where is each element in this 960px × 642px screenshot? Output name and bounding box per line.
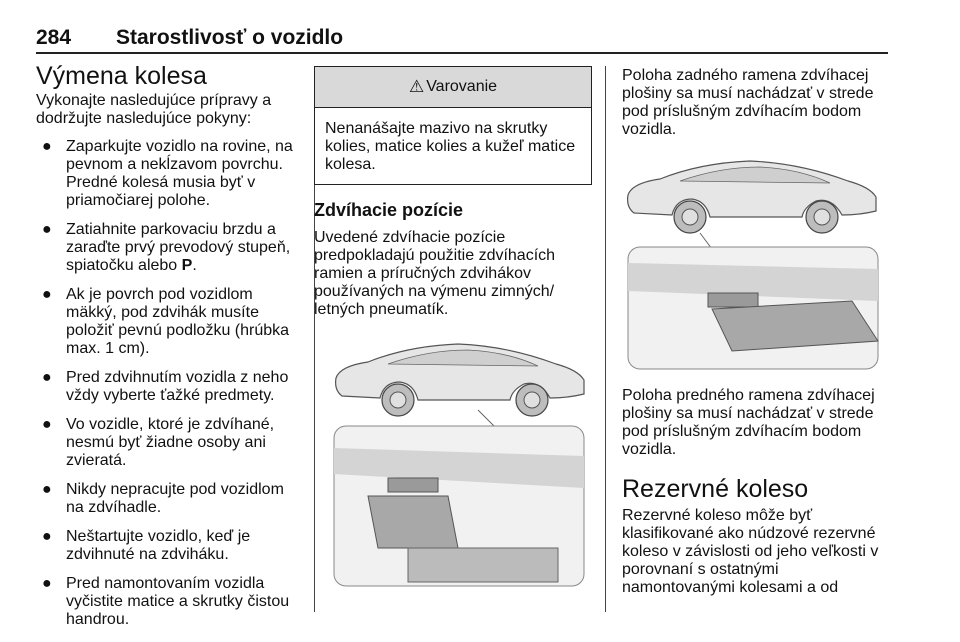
column-1 [36,62,302,640]
section-title-wheel-change: Výmena kolesa [36,62,207,90]
precaution-list [36,138,302,629]
rear-lift-illustration [622,151,884,375]
gear-p-label: P [181,257,193,274]
list-item: ● Ak je povrch pod vozidlom mäkký, pod zdvihák musíte položiť pevnú podložku (hrúbka max. 1 cm). [42,286,290,357]
front-arm-paragraph: Poloha predného ramena zdvíhacej plošiny sa musí nachádzať v strede pod príslušným zdvíhacím bodom vozidla. [622,387,875,458]
front-lift-illustration [328,328,594,590]
page-number: 284 [36,26,72,49]
bullet-icon: ● [42,528,52,545]
spare-wheel-paragraph: Rezervné koleso môže byť klasifikované ako núdzové rezervné koleso v závislosti od jeho veľkosti v porovnaní s ostatnými namontovanými kolesami a od [622,507,879,596]
warning-text: Nenanášajte mazivo na skrutky kolies, matice kolies a kužeľ matice kolesa. [325,120,576,173]
page-header [36,26,888,52]
chapter-title: Starostlivosť o vozidlo [116,26,344,49]
bullet-icon: ● [42,481,52,498]
warning-box [314,66,592,185]
bullet-icon: ● [42,416,52,433]
warning-triangle-icon: ⚠ [408,77,425,96]
bullet-icon: ● [42,369,52,386]
bullet-icon: ● [42,138,52,155]
warning-title: Varovanie [426,78,498,95]
column-3 [622,67,884,597]
rear-arm-paragraph: Poloha zadného ramena zdvíhacej plošiny sa musí nachádzať v strede pod príslušným zdvíhacím bodom vozidla. [622,67,874,138]
list-item: ● Vo vozidle, ktoré je zdvíhané, nesmú byť žiadne osoby ani zvieratá. [42,416,275,469]
warning-header [315,67,591,108]
lifting-points-paragraph: Uvedené zdvíhacie pozície predpokladajú použitie zdvíhacích ramien a príručných zdvihákov používaných na výmenu zimných/ letných pneumatík. [314,229,556,318]
header-rule [36,52,888,54]
list-item: ● Nikdy nepracujte pod vozidlom na zdvíhadle. [42,481,284,516]
bullet-icon: ● [42,286,52,303]
bullet-icon: ● [42,221,52,238]
list-item: ● Zatiahnite parkovaciu brzdu a zaraďte prvý prevodový stupeň, spiatočku alebo P. [42,221,291,274]
column-2 [314,66,592,319]
car-side-front-lift-svg [328,328,594,590]
list-item: ● Zaparkujte vozidlo na rovine, na pevnom a nekĺzavom povrchu. Predné kolesá musia byť v priamočiarej polohe. [42,138,293,209]
intro-paragraph: Vykonajte nasledujúce prípravy a dodržujte nasledujúce pokyny: [36,92,272,127]
car-side-rear-lift-svg [622,151,884,375]
section-title-spare-wheel: Rezervné koleso [622,475,809,503]
list-item: ● Pred namontovaním vozidla vyčistite matice a skrutky čistou handrou. [42,575,290,628]
column-divider-2 [605,66,606,612]
list-item: ● Neštartujte vozidlo, keď je zdvihnuté na zdviháku. [42,528,251,563]
list-item: ● Pred zdvihnutím vozidla z neho vždy vyberte ťažké predmety. [42,369,289,404]
bullet-icon: ● [42,575,52,592]
lifting-points-heading: Zdvíhacie pozície [314,200,464,220]
